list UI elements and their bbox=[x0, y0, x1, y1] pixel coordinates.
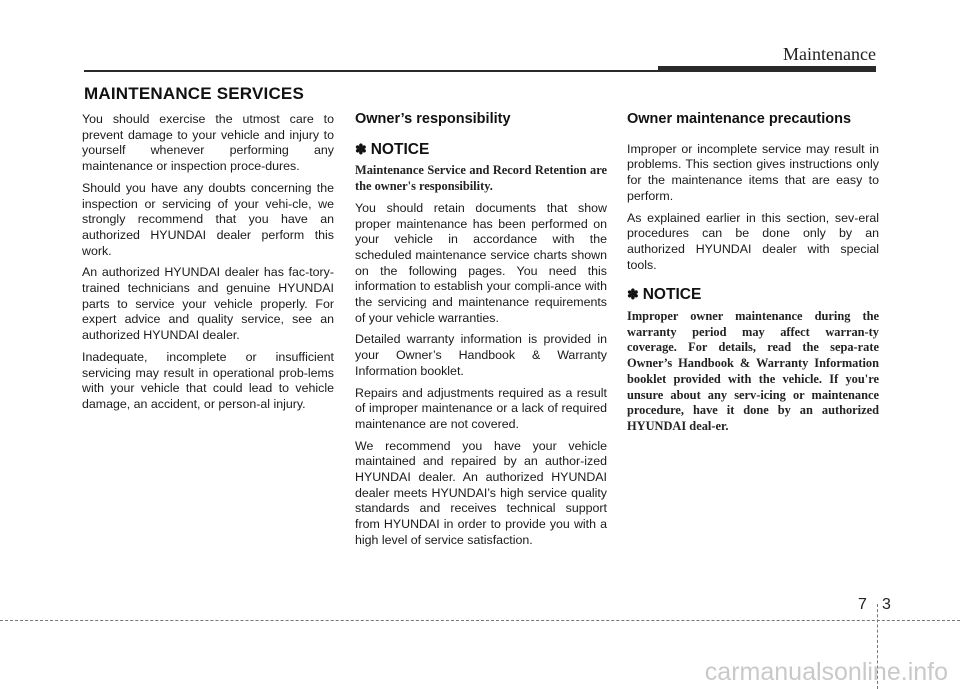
paragraph: You should exercise the utmost care to prevent damage to your vehicle and injury to yourself whenever performing any maintenance or inspection proce-dures. bbox=[82, 112, 334, 174]
paragraph: Detailed warranty information is provided in your Owner’s Handbook & Warranty Information booklet. bbox=[355, 332, 607, 378]
page-number: 3 bbox=[882, 596, 891, 613]
notice-text: Improper owner maintenance during the warranty period may affect warran-ty coverage. For details, read the sepa-rate Owner’s Handbook & Warranty Information booklet provided with the vehicle. If you're unsure about any serv-icing or maintenance procedure, have it done by an authorized HYUNDAI deal-er. bbox=[627, 309, 879, 433]
paragraph: An authorized HYUNDAI dealer has fac-tory-trained technicians and genuine HYUNDAI parts to service your vehicle properly. For expert advice and quality service, see an authorized HYUNDAI dealer. bbox=[82, 265, 334, 343]
paragraph: Repairs and adjustments required as a result of improper maintenance or a lack of required maintenance are not covered. bbox=[355, 385, 607, 431]
paragraph: You should retain documents that show proper maintenance has been performed on your vehicle in accordance with the scheduled maintenance service charts shown on the following pages. You need this information to establish your compli-ance with the servicing and maintenance requirements of your vehicle warranties. bbox=[355, 200, 607, 325]
asterisk-icon: ✽ bbox=[627, 286, 639, 303]
owners-responsibility-heading: Owner’s responsibility bbox=[355, 111, 511, 127]
header-rule-thick bbox=[658, 66, 876, 72]
notice-label: NOTICE bbox=[370, 140, 430, 158]
header-title: Maintenance bbox=[783, 44, 876, 64]
owner-maintenance-precautions-heading: Owner maintenance precautions bbox=[627, 111, 852, 127]
notice-text: Maintenance Service and Record Retention are the owner's responsibility. bbox=[355, 163, 607, 194]
section-heading: MAINTENANCE SERVICES bbox=[84, 84, 304, 103]
paragraph: Should you have any doubts concerning the inspection or servicing of your vehi-cle, we strongly recommend that you have an authorized HYUNDAI dealer perform this work. bbox=[82, 180, 334, 258]
notice-title bbox=[627, 287, 879, 303]
watermark: carmanualsonline.info bbox=[704, 658, 948, 686]
column-3 bbox=[627, 112, 879, 441]
asterisk-icon: ✽ bbox=[355, 140, 367, 157]
footer-rule bbox=[0, 620, 960, 621]
paragraph: We recommend you have your vehicle maintained and repaired by an author-ized HYUNDAI dealer. An authorized HYUNDAI dealer meets HYUNDAI’s high service quality standards and receives technical support from HYUNDAI in order to provide you with a high level of service satisfaction. bbox=[355, 438, 607, 547]
paragraph: Inadequate, incomplete or insufficient servicing may result in operational prob-lems with your vehicle that could lead to vehicle damage, an accident, or person-al injury. bbox=[82, 349, 334, 411]
paragraph: As explained earlier in this section, sev-eral procedures can be done only by an authorized HYUNDAI dealer with special tools. bbox=[627, 210, 879, 272]
column-1 bbox=[82, 112, 334, 419]
notice-title bbox=[355, 142, 607, 158]
column-2 bbox=[355, 112, 607, 555]
paragraph: Improper or incomplete service may result in problems. This section gives instructions only for the maintenance items that are easy to perform. bbox=[627, 141, 879, 203]
header-rule-thin bbox=[84, 70, 664, 72]
chapter-number: 7 bbox=[858, 596, 867, 613]
notice-label: NOTICE bbox=[642, 286, 702, 304]
